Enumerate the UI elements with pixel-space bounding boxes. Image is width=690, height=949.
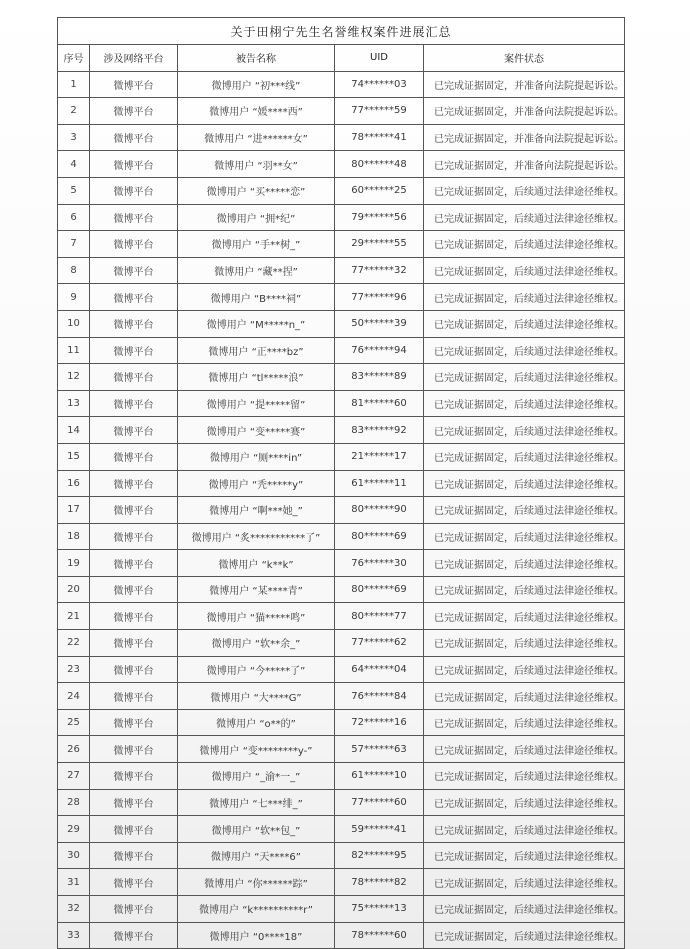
defendant-cell: 微博用户 “0****18” <box>178 922 335 949</box>
defendant-cell: 微博用户 “啊***她_” <box>178 497 335 524</box>
status-cell: 已完成证据固定，后续通过法律途径维权。 <box>424 869 625 896</box>
uid-cell: 77******59 <box>335 98 424 125</box>
uid-cell: 79******56 <box>335 204 424 231</box>
platform-cell: 微博平台 <box>90 630 178 657</box>
platform-cell: 微博平台 <box>90 497 178 524</box>
uid-cell: 80******90 <box>335 497 424 524</box>
uid-cell: 83******89 <box>335 364 424 391</box>
defendant-cell: 微博用户 “提*****留” <box>178 390 335 417</box>
table-row <box>58 231 625 258</box>
uid-cell: 61******10 <box>335 763 424 790</box>
row-number: 21 <box>58 603 90 630</box>
uid-cell: 81******60 <box>335 390 424 417</box>
row-number: 19 <box>58 550 90 577</box>
case-table <box>57 17 625 949</box>
platform-cell: 微博平台 <box>90 231 178 258</box>
status-cell: 已完成证据固定，后续通过法律途径维权。 <box>424 470 625 497</box>
table-row <box>58 842 625 869</box>
defendant-cell: 微博用户 “正****bz” <box>178 337 335 364</box>
table-row <box>58 151 625 178</box>
table-row <box>58 310 625 337</box>
row-number: 17 <box>58 497 90 524</box>
row-number: 13 <box>58 390 90 417</box>
defendant-cell: 微博用户 “软**包_” <box>178 816 335 843</box>
status-cell: 已完成证据固定，后续通过法律途径维权。 <box>424 789 625 816</box>
table-row <box>58 709 625 736</box>
table-row <box>58 443 625 470</box>
platform-cell: 微博平台 <box>90 869 178 896</box>
status-cell: 已完成证据固定，后续通过法律途径维权。 <box>424 177 625 204</box>
platform-cell: 微博平台 <box>90 71 178 98</box>
row-number: 27 <box>58 763 90 790</box>
row-number: 4 <box>58 151 90 178</box>
status-cell: 已完成证据固定，后续通过法律途径维权。 <box>424 683 625 710</box>
uid-cell: 80******77 <box>335 603 424 630</box>
platform-cell: 微博平台 <box>90 816 178 843</box>
platform-cell: 微博平台 <box>90 550 178 577</box>
defendant-cell: 微博用户 “媛****西” <box>178 98 335 125</box>
table-row <box>58 683 625 710</box>
uid-cell: 83******92 <box>335 417 424 444</box>
row-number: 33 <box>58 922 90 949</box>
table-row <box>58 417 625 444</box>
defendant-cell: 微博用户 “tl*****浪” <box>178 364 335 391</box>
row-number: 5 <box>58 177 90 204</box>
defendant-cell: 微博用户 “今*****了” <box>178 656 335 683</box>
header-platform: 涉及网络平台 <box>90 45 178 72</box>
defendant-cell: 微博用户 “羽**女” <box>178 151 335 178</box>
table-row <box>58 177 625 204</box>
row-number: 31 <box>58 869 90 896</box>
defendant-cell: 微博用户 “你******踪” <box>178 869 335 896</box>
platform-cell: 微博平台 <box>90 523 178 550</box>
platform-cell: 微博平台 <box>90 257 178 284</box>
status-cell: 已完成证据固定，后续通过法律途径维权。 <box>424 763 625 790</box>
table-row <box>58 896 625 923</box>
platform-cell: 微博平台 <box>90 603 178 630</box>
status-cell: 已完成证据固定，后续通过法律途径维权。 <box>424 284 625 311</box>
uid-cell: 64******04 <box>335 656 424 683</box>
uid-cell: 77******32 <box>335 257 424 284</box>
uid-cell: 29******55 <box>335 231 424 258</box>
status-cell: 已完成证据固定，后续通过法律途径维权。 <box>424 204 625 231</box>
status-cell: 已完成证据固定，后续通过法律途径维权。 <box>424 231 625 258</box>
defendant-cell: 微博用户 “手**树_” <box>178 231 335 258</box>
defendant-cell: 微博用户 “大****G” <box>178 683 335 710</box>
defendant-cell: 微博用户 “买*****恋” <box>178 177 335 204</box>
table-row <box>58 789 625 816</box>
platform-cell: 微博平台 <box>90 683 178 710</box>
status-cell: 已完成证据固定，后续通过法律途径维权。 <box>424 922 625 949</box>
row-number: 29 <box>58 816 90 843</box>
row-number: 11 <box>58 337 90 364</box>
status-cell: 已完成证据固定，后续通过法律途径维权。 <box>424 337 625 364</box>
platform-cell: 微博平台 <box>90 709 178 736</box>
uid-cell: 77******60 <box>335 789 424 816</box>
status-cell: 已完成证据固定，后续通过法律途径维权。 <box>424 364 625 391</box>
platform-cell: 微博平台 <box>90 124 178 151</box>
status-cell: 已完成证据固定，后续通过法律途径维权。 <box>424 842 625 869</box>
table-row <box>58 869 625 896</box>
row-number: 6 <box>58 204 90 231</box>
defendant-cell: 微博用户 “软**余_” <box>178 630 335 657</box>
uid-cell: 59******41 <box>335 816 424 843</box>
uid-cell: 75******13 <box>335 896 424 923</box>
uid-cell: 78******82 <box>335 869 424 896</box>
defendant-cell: 微博用户 “天****6” <box>178 842 335 869</box>
defendant-cell: 微博用户 “炙***********了” <box>178 523 335 550</box>
status-cell: 已完成证据固定，后续通过法律途径维权。 <box>424 630 625 657</box>
table-row <box>58 364 625 391</box>
row-number: 20 <box>58 576 90 603</box>
status-cell: 已完成证据固定，后续通过法律途径维权。 <box>424 656 625 683</box>
row-number: 28 <box>58 789 90 816</box>
defendant-cell: 微博用户 “k**********r” <box>178 896 335 923</box>
table-row <box>58 763 625 790</box>
row-number: 30 <box>58 842 90 869</box>
uid-cell: 80******69 <box>335 576 424 603</box>
uid-cell: 60******25 <box>335 177 424 204</box>
table-row <box>58 736 625 763</box>
status-cell: 已完成证据固定，并准备向法院提起诉讼。 <box>424 98 625 125</box>
table-row <box>58 497 625 524</box>
header-defendant: 被告名称 <box>178 45 335 72</box>
defendant-cell: 微博用户 “进******女” <box>178 124 335 151</box>
table-row <box>58 390 625 417</box>
row-number: 25 <box>58 709 90 736</box>
platform-cell: 微博平台 <box>90 470 178 497</box>
platform-cell: 微博平台 <box>90 98 178 125</box>
row-number: 7 <box>58 231 90 258</box>
status-cell: 已完成证据固定，并准备向法院提起诉讼。 <box>424 71 625 98</box>
table-row <box>58 523 625 550</box>
platform-cell: 微博平台 <box>90 151 178 178</box>
table-body <box>58 71 625 949</box>
row-number: 12 <box>58 364 90 391</box>
row-number: 18 <box>58 523 90 550</box>
status-cell: 已完成证据固定，后续通过法律途径维权。 <box>424 709 625 736</box>
row-number: 9 <box>58 284 90 311</box>
defendant-cell: 微博用户 “某****青” <box>178 576 335 603</box>
table-row <box>58 71 625 98</box>
uid-cell: 61******11 <box>335 470 424 497</box>
row-number: 32 <box>58 896 90 923</box>
status-cell: 已完成证据固定，后续通过法律途径维权。 <box>424 390 625 417</box>
table-row <box>58 204 625 231</box>
defendant-cell: 微博用户 “_渝*一_” <box>178 763 335 790</box>
uid-cell: 21******17 <box>335 443 424 470</box>
defendant-cell: 微博用户 “k**k” <box>178 550 335 577</box>
row-number: 24 <box>58 683 90 710</box>
row-number: 8 <box>58 257 90 284</box>
row-number: 1 <box>58 71 90 98</box>
platform-cell: 微博平台 <box>90 417 178 444</box>
uid-cell: 82******95 <box>335 842 424 869</box>
uid-cell: 78******41 <box>335 124 424 151</box>
platform-cell: 微博平台 <box>90 364 178 391</box>
status-cell: 已完成证据固定，后续通过法律途径维权。 <box>424 417 625 444</box>
row-number: 22 <box>58 630 90 657</box>
table-row <box>58 124 625 151</box>
platform-cell: 微博平台 <box>90 337 178 364</box>
uid-cell: 78******60 <box>335 922 424 949</box>
platform-cell: 微博平台 <box>90 896 178 923</box>
uid-cell: 72******16 <box>335 709 424 736</box>
header-no: 序号 <box>58 45 90 72</box>
platform-cell: 微博平台 <box>90 310 178 337</box>
header-uid: UID <box>335 45 424 72</box>
status-cell: 已完成证据固定，后续通过法律途径维权。 <box>424 497 625 524</box>
status-cell: 已完成证据固定，后续通过法律途径维权。 <box>424 310 625 337</box>
defendant-cell: 微博用户 “变********y-” <box>178 736 335 763</box>
row-number: 3 <box>58 124 90 151</box>
table-row <box>58 470 625 497</box>
uid-cell: 77******96 <box>335 284 424 311</box>
uid-cell: 80******69 <box>335 523 424 550</box>
table-row <box>58 816 625 843</box>
uid-cell: 77******62 <box>335 630 424 657</box>
status-cell: 已完成证据固定，后续通过法律途径维权。 <box>424 257 625 284</box>
table-row <box>58 550 625 577</box>
status-cell: 已完成证据固定，后续通过法律途径维权。 <box>424 896 625 923</box>
document-title: 关于田栩宁先生名誉维权案件进展汇总 <box>58 18 625 45</box>
table-row <box>58 576 625 603</box>
uid-cell: 76******30 <box>335 550 424 577</box>
row-number: 16 <box>58 470 90 497</box>
table-row <box>58 337 625 364</box>
platform-cell: 微博平台 <box>90 736 178 763</box>
status-cell: 已完成证据固定，后续通过法律途径维权。 <box>424 576 625 603</box>
defendant-cell: 微博用户 “秃*****y” <box>178 470 335 497</box>
status-cell: 已完成证据固定，后续通过法律途径维权。 <box>424 816 625 843</box>
defendant-cell: 微博用户 “变*****赛” <box>178 417 335 444</box>
row-number: 2 <box>58 98 90 125</box>
platform-cell: 微博平台 <box>90 576 178 603</box>
header-status: 案件状态 <box>424 45 625 72</box>
row-number: 26 <box>58 736 90 763</box>
row-number: 14 <box>58 417 90 444</box>
uid-cell: 76******94 <box>335 337 424 364</box>
table-row <box>58 630 625 657</box>
status-cell: 已完成证据固定，后续通过法律途径维权。 <box>424 736 625 763</box>
defendant-cell: 微博用户 “拥*纪” <box>178 204 335 231</box>
status-cell: 已完成证据固定，后续通过法律途径维权。 <box>424 443 625 470</box>
defendant-cell: 微博用户 “藏**捏” <box>178 257 335 284</box>
table-row <box>58 284 625 311</box>
table-row <box>58 98 625 125</box>
uid-cell: 50******39 <box>335 310 424 337</box>
platform-cell: 微博平台 <box>90 656 178 683</box>
row-number: 15 <box>58 443 90 470</box>
uid-cell: 76******84 <box>335 683 424 710</box>
table-row <box>58 922 625 949</box>
platform-cell: 微博平台 <box>90 443 178 470</box>
table-row <box>58 603 625 630</box>
table-row <box>58 656 625 683</box>
platform-cell: 微博平台 <box>90 842 178 869</box>
status-cell: 已完成证据固定，后续通过法律途径维权。 <box>424 603 625 630</box>
status-cell: 已完成证据固定，并准备向法院提起诉讼。 <box>424 151 625 178</box>
uid-cell: 74******03 <box>335 71 424 98</box>
status-cell: 已完成证据固定，后续通过法律途径维权。 <box>424 550 625 577</box>
platform-cell: 微博平台 <box>90 390 178 417</box>
status-cell: 已完成证据固定，后续通过法律途径维权。 <box>424 523 625 550</box>
defendant-cell: 微博用户 “厕****in” <box>178 443 335 470</box>
table-row <box>58 257 625 284</box>
uid-cell: 80******48 <box>335 151 424 178</box>
row-number: 10 <box>58 310 90 337</box>
defendant-cell: 微博用户 “B****祠” <box>178 284 335 311</box>
uid-cell: 57******63 <box>335 736 424 763</box>
platform-cell: 微博平台 <box>90 284 178 311</box>
defendant-cell: 微博用户 “猫*****鸣” <box>178 603 335 630</box>
defendant-cell: 微博用户 “o**的” <box>178 709 335 736</box>
header-row <box>58 45 625 72</box>
defendant-cell: 微博用户 “M*****n_” <box>178 310 335 337</box>
status-cell: 已完成证据固定，并准备向法院提起诉讼。 <box>424 124 625 151</box>
platform-cell: 微博平台 <box>90 177 178 204</box>
platform-cell: 微博平台 <box>90 922 178 949</box>
row-number: 23 <box>58 656 90 683</box>
platform-cell: 微博平台 <box>90 789 178 816</box>
defendant-cell: 微博用户 “七***绯_” <box>178 789 335 816</box>
platform-cell: 微博平台 <box>90 763 178 790</box>
defendant-cell: 微博用户 “初***线” <box>178 71 335 98</box>
platform-cell: 微博平台 <box>90 204 178 231</box>
